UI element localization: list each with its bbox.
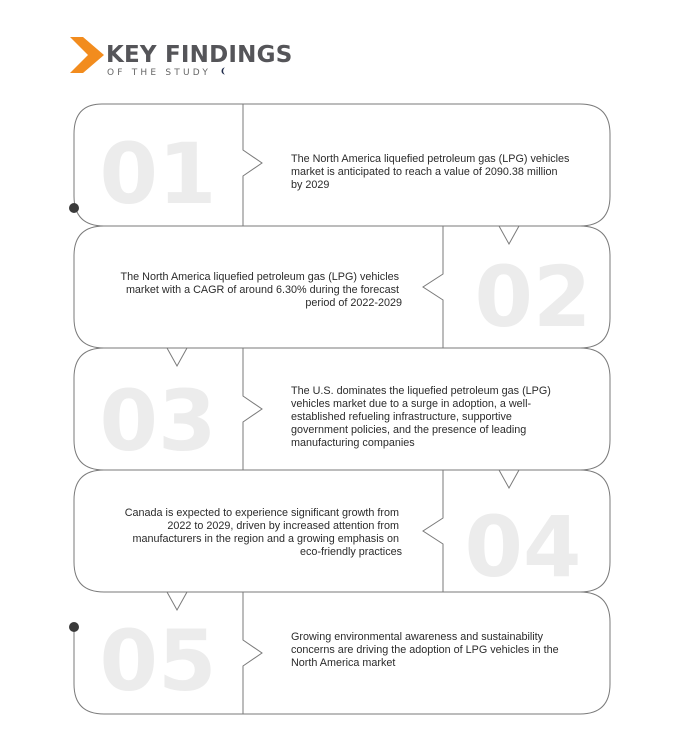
finding-04-number: 04 (464, 498, 582, 596)
end-dot (69, 622, 79, 632)
page-title: KEY FINDINGS (106, 42, 293, 68)
finding-01-text: The North America liquefied petroleum gas (LPG) vehicles market is anticipated to reach a value of 2090.38 million by 2029 (291, 153, 570, 191)
finding-05-text: Growing environmental awareness and sustainability concerns are driving the adoption of LPG vehicles in the North America market (291, 631, 559, 669)
finding-01-number: 01 (99, 125, 217, 223)
finding-04-divider (423, 470, 443, 592)
page-subtitle: OF THE STUDY (107, 68, 212, 78)
finding-02-text: The North America liquefied petroleum gas (LPG) vehicles market with a CAGR of around 6.30% during the forecast period of 2022-2029 (120, 271, 402, 309)
finding-02-number: 02 (474, 248, 592, 346)
header (70, 37, 292, 78)
start-dot (69, 203, 79, 213)
finding-01-divider (243, 104, 262, 226)
moon-icon (222, 68, 225, 75)
finding-03-text: The U.S. dominates the liquefied petroleum gas (LPG) vehicles market due to a surge in adoption, a well- established refueling infrastructure, supportive government policies, and the presence of leading manufacturing companies (291, 385, 551, 449)
finding-05-number: 05 (99, 612, 217, 710)
finding-02-divider (423, 226, 443, 348)
finding-05-divider (243, 592, 262, 714)
finding-03-divider (243, 348, 262, 470)
finding-04-text: Canada is expected to experience significant growth from 2022 to 2029, driven by increased attention from manufacturers in the region and a growing emphasis on eco-friendly practices (124, 507, 402, 558)
chevron-arrow-icon (70, 37, 104, 73)
finding-03-number: 03 (99, 372, 217, 470)
